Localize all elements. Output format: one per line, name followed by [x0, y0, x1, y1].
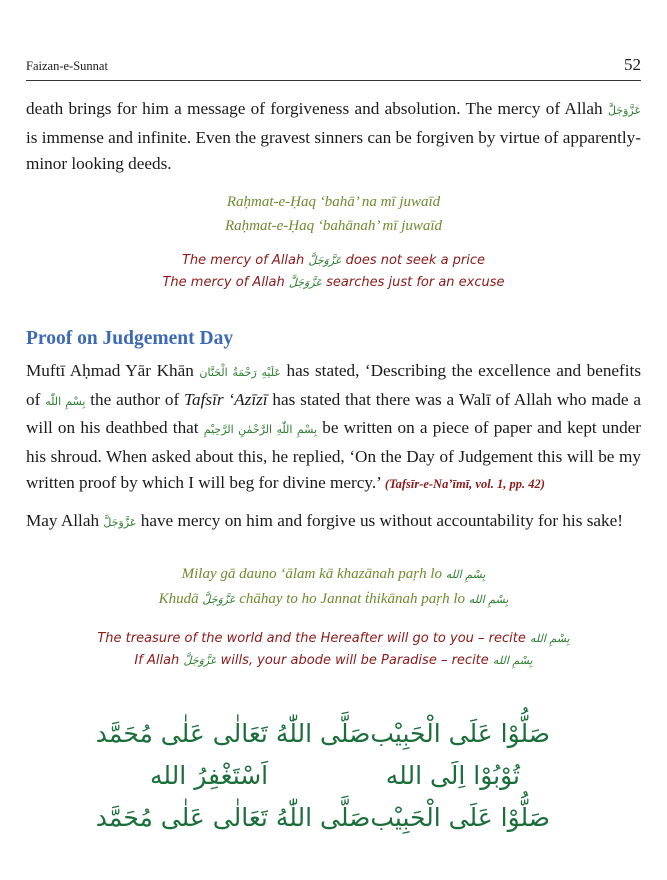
tafsir-title: Tafsīr ‘Azīzī: [184, 389, 268, 409]
honorific-azzawajal: عَزَّوَجَلَّ: [183, 654, 217, 667]
bismillah: بِسْمِ الله: [530, 632, 570, 645]
honorific-azzawajal: عَزَّوَجَلَّ: [607, 104, 642, 117]
durood-block: [95, 712, 550, 838]
honorific-azzawajal: عَزَّوَجَلَّ: [202, 593, 236, 606]
book-title: Faizan-e-Sunnat: [26, 59, 108, 73]
honorific-rahmatullah: عَلَيْهِ رَحْمَةُ الْحَنَّان: [199, 366, 281, 379]
durood-row: تُوْبُوْا اِلَى الله اَسْتَغْفِرُ الله: [150, 760, 520, 790]
prayer-paragraph: May Allah عَزَّوَجَلَّ have mercy on him and forgive us without accountability for his sake!: [26, 511, 623, 530]
durood-row: صَلُّوْا عَلَى الْحَبِيْب صَلَّى اللّٰهُ تَعَالٰى عَلٰى مُحَمَّد: [95, 802, 550, 832]
couplet2-translation: The treasure of the world and the Hereafter will go to you – recite بِسْمِ الله If Allah عَزَّوَجَلَّ wills, your abode will be Paradise – recite بِسْمِ الله: [97, 631, 570, 668]
running-header: [26, 52, 641, 81]
bismillah: بِسْمِ الله: [445, 568, 486, 581]
couplet2-transliteration: Milay gā dauno ‘ālam kā khazānah paṛh lo بِسْمِ الله Khudā عَزَّوَجَلَّ chāhay to ho Jannat ṫhikānah paṛh lo بِسْمِ الله: [158, 566, 509, 607]
honorific-azzawajal: عَزَّوَجَلَّ: [103, 516, 137, 529]
citation: (Tafsīr-e-Na’īmī, vol. 1, pp. 42): [384, 477, 545, 491]
proof-paragraph: Muftī Aḥmad Yār Khān عَلَيْهِ رَحْمَةُ الْحَنَّان has stated, ‘Describing the excellence and benefits of بِسْمِ اللّٰه the author of Tafsīr ‘Azīzī has stated that there was a Walī of Allah who made a will on his deathbed that بِسْمِ اللّٰهِ الرَّحْمٰنِ الرَّحِيْمِ be written on a piece of paper and kept under his shroud. When asked about this, he replied, ‘On the Day of Judgement this will be my written proof by which I will beg for divine mercy.’ (Tafsīr-e-Na’īmī, vol. 1, pp. 42): [26, 361, 642, 492]
bismillah: بِسْمِ الله: [492, 654, 533, 667]
page-number: 52: [624, 55, 641, 74]
bismillah-full: بِسْمِ اللّٰهِ الرَّحْمٰنِ الرَّحِيْمِ: [203, 423, 318, 436]
section-heading: Proof on Judgement Day: [26, 328, 234, 349]
durood-row: صَلُّوْا عَلَى الْحَبِيْب صَلَّى اللّٰهُ تَعَالٰى عَلٰى مُحَمَّد: [95, 718, 550, 748]
bismillah: بِسْمِ الله: [468, 593, 509, 606]
honorific-azzawajal: عَزَّوَجَلَّ: [308, 254, 342, 267]
intro-paragraph: death brings for him a message of forgiveness and absolution. The mercy of Allah عَزَّوَجَلَّ is immense and infinite. Even the gravest sinners can be forgiven by virtue of apparently-minor looking deeds.: [26, 99, 642, 173]
honorific-azzawajal: عَزَّوَجَلَّ: [288, 276, 322, 289]
couplet-translation: The mercy of Allah عَزَّوَجَلَّ does not seek a price The mercy of Allah عَزَّوَجَلَّ searches just for an excuse: [162, 253, 505, 290]
couplet-transliteration: Raḥmat-e-Ḥaq ‘bahā’ na mī juwaīd Raḥmat-e-Ḥaq ‘bahānah’ mī juwaīd: [224, 194, 443, 234]
bismillah-short: بِسْمِ اللّٰه: [45, 394, 86, 408]
